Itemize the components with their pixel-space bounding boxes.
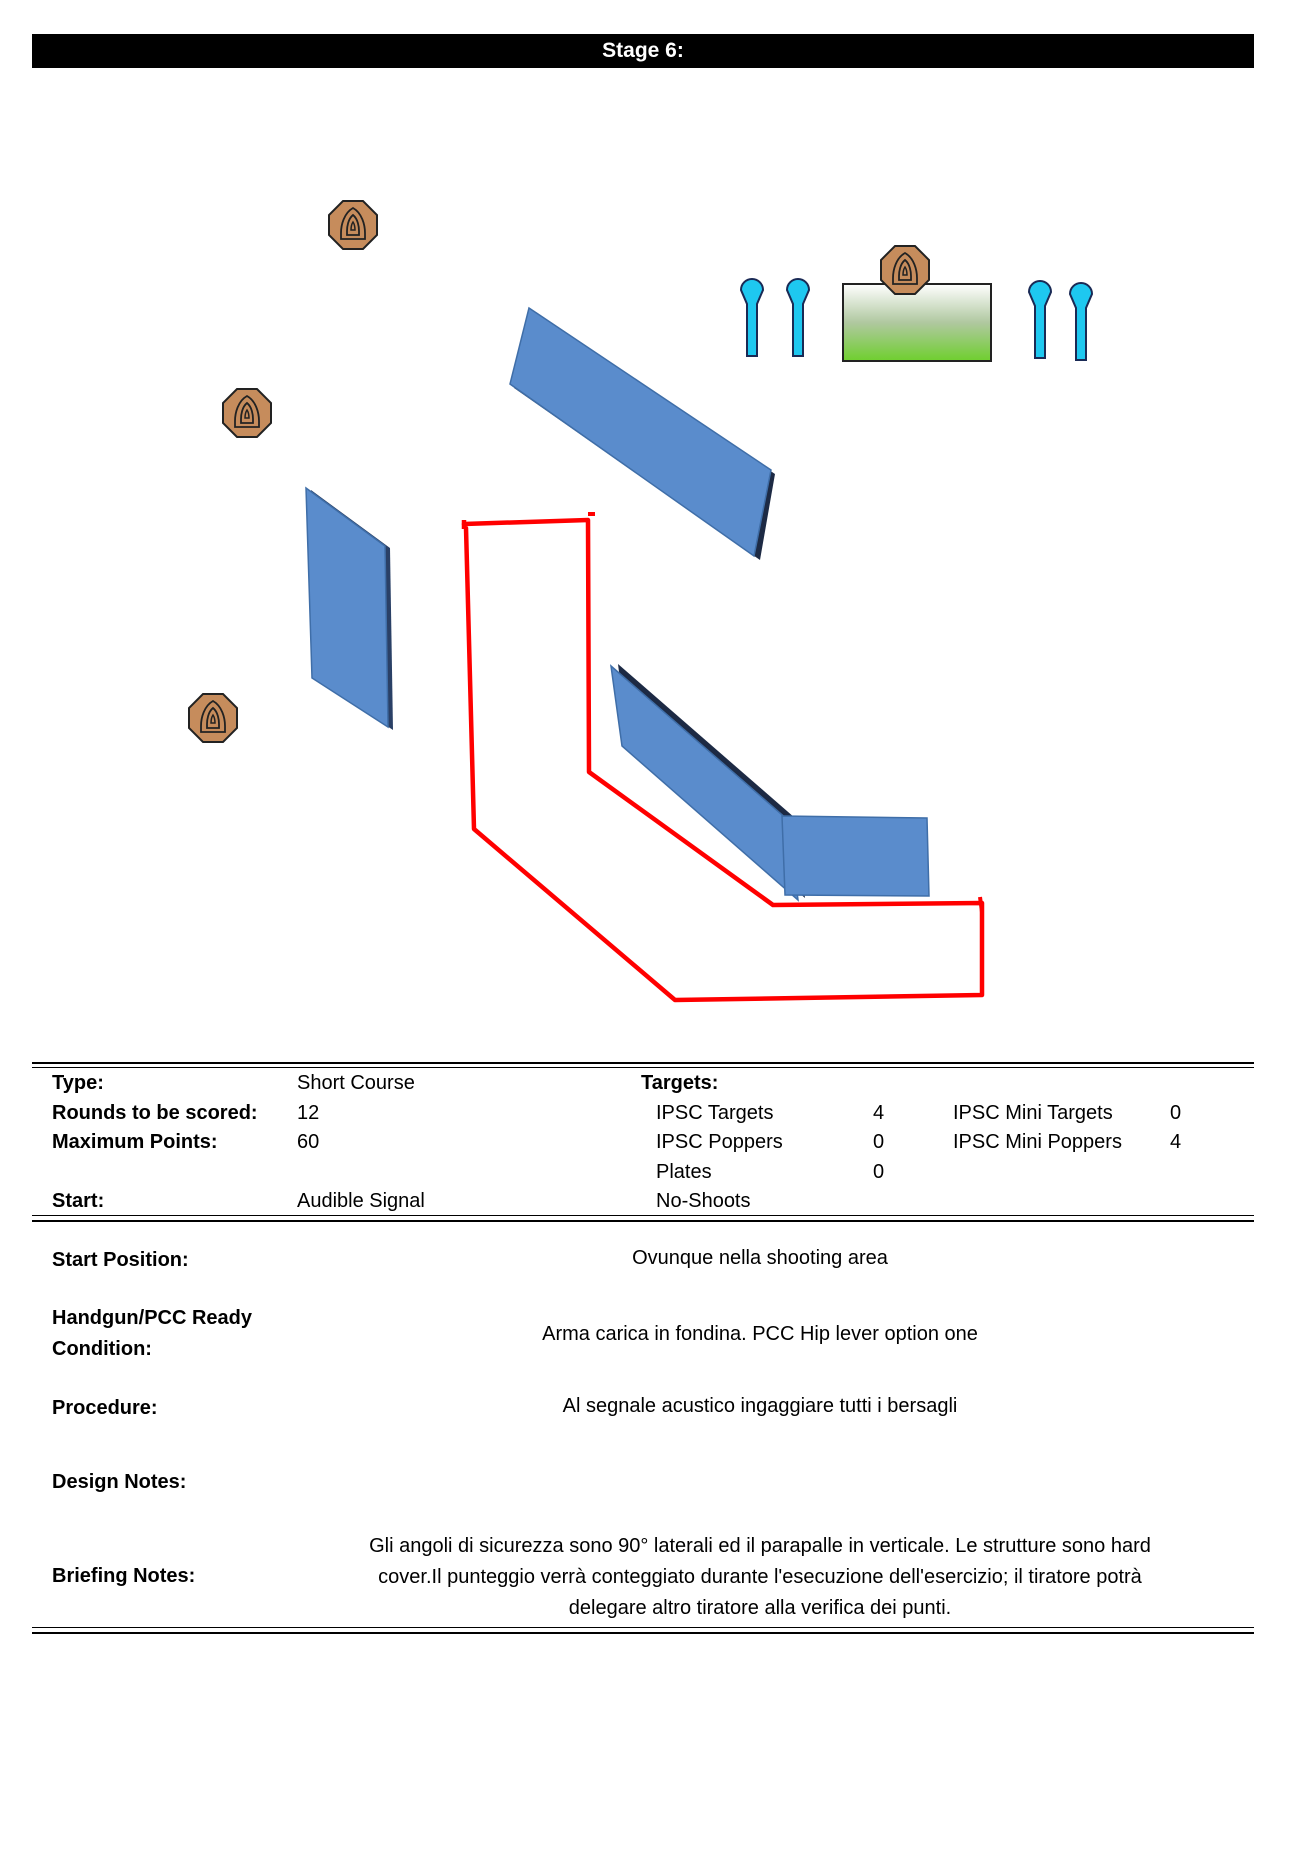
rounds-label: Rounds to be scored: [52, 1102, 258, 1124]
start-value: Audible Signal [297, 1190, 425, 1212]
ipsc-target-icon [189, 694, 237, 742]
table-rule [32, 1627, 1254, 1628]
table-rule [32, 1062, 1254, 1064]
mini-target-label: IPSC Mini Targets [953, 1102, 1113, 1124]
max-points-label: Maximum Points: [52, 1131, 218, 1153]
start-position-label: Start Position: [52, 1249, 189, 1271]
rounds-value: 12 [297, 1102, 320, 1124]
type-value: Short Course [297, 1072, 415, 1094]
ipsc-target-icon [881, 246, 929, 294]
target-type-label: No-Shoots [656, 1190, 751, 1212]
mini-popper-icon [787, 279, 809, 356]
procedure-value: Al segnale acustico ingaggiare tutti i bersagli [562, 1395, 958, 1417]
design-notes-label: Design Notes: [52, 1471, 187, 1493]
target-type-count: 0 [873, 1161, 885, 1183]
briefing-notes-line: cover.Il punteggio verrà conteggiato durante l'esecuzione dell'esercizio; il tiratore potrà [378, 1566, 1142, 1588]
stage-title: Stage 6: [32, 34, 1254, 68]
target-type-label: IPSC Targets [656, 1102, 774, 1124]
mini-target-count: 4 [1170, 1131, 1182, 1153]
briefing-notes-line: delegare altro tiratore alla verifica dei punti. [568, 1597, 952, 1619]
mini-popper-icon [1070, 283, 1092, 360]
max-points-value: 60 [297, 1131, 320, 1153]
target-type-count: 0 [873, 1131, 885, 1153]
table-rule [32, 1632, 1254, 1634]
ipsc-target-icon [223, 389, 271, 437]
ready-condition-label: Condition: [52, 1338, 152, 1360]
table-rule [32, 1215, 1254, 1216]
table-rule [32, 1067, 1254, 1068]
start-label: Start: [52, 1190, 105, 1212]
mini-target-label: IPSC Mini Poppers [953, 1131, 1122, 1153]
ready-condition-value: Arma carica in fondina. PCC Hip lever option one [542, 1323, 978, 1345]
wall-icon [306, 488, 393, 730]
mini-popper-icon [741, 279, 763, 356]
ipsc-target-icon [329, 201, 377, 249]
start-position-value: Ovunque nella shooting area [632, 1247, 888, 1269]
type-label: Type: [52, 1072, 104, 1094]
table-rule [32, 1220, 1254, 1222]
targets-label: Targets: [641, 1072, 719, 1094]
target-type-label: Plates [656, 1161, 712, 1183]
mini-target-count: 0 [1170, 1102, 1182, 1124]
barrel-icon [843, 284, 991, 361]
briefing-notes-label: Briefing Notes: [52, 1565, 196, 1587]
target-type-count: 4 [873, 1102, 885, 1124]
wall-icon [611, 664, 929, 900]
procedure-label: Procedure: [52, 1397, 158, 1419]
briefing-notes-line: Gli angoli di sicurezza sono 90° laterali ed il parapalle in verticale. Le strutture sono hard [369, 1535, 1151, 1557]
ready-condition-label: Handgun/PCC Ready [52, 1307, 253, 1329]
target-type-label: IPSC Poppers [656, 1131, 783, 1153]
mini-popper-icon [1029, 281, 1051, 358]
